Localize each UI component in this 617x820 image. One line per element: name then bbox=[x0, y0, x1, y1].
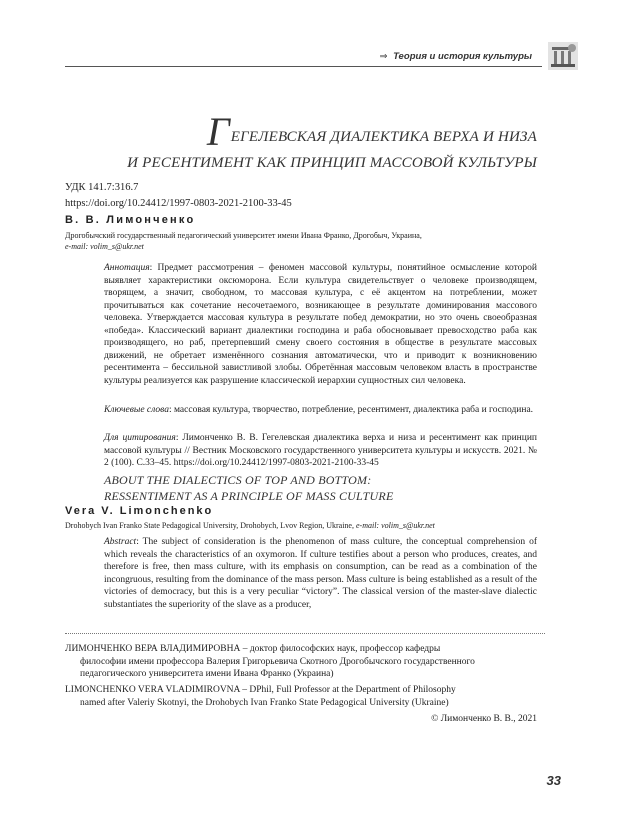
author-bio-ru bbox=[65, 643, 540, 681]
bio-ru-rest: философии имени профессора Валерия Григорьевича Скотного Дрогобычского государственного педагогического университета имени Ивана Франко (Украина) bbox=[80, 656, 475, 679]
author-bio-en bbox=[65, 684, 540, 709]
udk-code: УДК 141.7:316.7 bbox=[65, 182, 139, 193]
author-email-en[interactable]: e-mail: volim_s@ukr.net bbox=[355, 521, 435, 530]
citation-ru bbox=[104, 432, 537, 470]
copyright-notice: © Лимонченко В. В., 2021 bbox=[431, 714, 537, 724]
keywords-ru-label: Ключевые слова bbox=[104, 405, 169, 415]
author-name-ru: В. В. Лимонченко bbox=[65, 214, 196, 226]
title-en-line-1: ABOUT THE DIALECTICS OF TOP AND BOTTOM: bbox=[104, 473, 372, 487]
arrow-icon: ⇒ bbox=[379, 51, 388, 62]
keywords-ru bbox=[104, 404, 537, 417]
running-head bbox=[379, 51, 532, 62]
author-name-en: Vera V. Limonchenko bbox=[65, 505, 214, 517]
keywords-ru-text: : массовая культура, творчество, потребление, ресентимент, диалектика раба и господина. bbox=[168, 405, 534, 415]
abstract-ru-text: : Предмет рассмотрения – феномен массовой культуры, понятийное осмысление которой выявляет характеристики оксюморона. Если культура свидетельствует о человеке производящем, творящем, а значит, свободном, то массовая культура, с её акцентом на потреблении, может прочитываться как сочетание несочетаемого, возникающее в результате доминирования массового человека. Утверждается массовая культура в результате побед демократии, но это очень своеобразная «победа». Классический вариант диалектики господина и раба обосновывает превосходство раба как производящего, но раб, претерпевший смену своего состояния в обществе в результате массовых движений, не обретает изменённого сознания автоматически, что и приводит к возникновению ресентимента – бессильной завистливой злобы. Обретённая массовым человеком власть в пространстве культуры реализуется как разрушение классической иерархии сущностных сил человека. bbox=[104, 263, 537, 386]
abstract-en-label: Abstract bbox=[104, 537, 137, 547]
title-en-line-2: RESSENTIMENT AS A PRINCIPLE OF MASS CULTURE bbox=[104, 489, 394, 503]
article-title bbox=[65, 109, 537, 174]
title-dropcap: Г bbox=[206, 109, 230, 154]
journal-logo-icon bbox=[548, 42, 578, 70]
section-title: Теория и история культуры bbox=[393, 51, 532, 62]
citation-ru-text: : Лимонченко В. В. Гегелевская диалектика верха и низа и ресентимент как принцип массовой культуры // Вестник Московского государственного университета культуры и искусств. 2021. № 2 (100). С.33–45. https://doi.org/10.24412/1997-0803-2021-2100-33-45 bbox=[104, 433, 537, 468]
abstract-ru-label: Аннотация bbox=[104, 263, 150, 273]
abstract-en-text: : The subject of consideration is the phenomenon of mass culture, the conceptual comprehension of which reveals the characteristics of an oxymoron. If culture testifies about a person who produces, creates, and therefore is free, then mass culture, with its emphasis on consumption, can be read as a combination of the incongruous, resulting from the dominance of the mass person. Mass culture is being established as a result of the victories of democracy, but this is a very peculiar “victory”. The classical version of the master-slave dialectic substantiates the superiority of the slave as a producer, bbox=[104, 537, 537, 610]
affiliation-text-ru: Дрогобычский государственный педагогический университет имени Ивана Франко, Дрогобыч, Украина, bbox=[65, 231, 422, 240]
affiliation-text-en: Drohobych Ivan Franko State Pedagogical University, Drohobych, Lvov Region, Ukraine, bbox=[65, 521, 354, 530]
author-affiliation-ru bbox=[65, 230, 545, 252]
page-number: 33 bbox=[546, 773, 561, 788]
author-email-ru[interactable]: e-mail: volim_s@ukr.net bbox=[65, 242, 144, 251]
article-title-en bbox=[104, 472, 393, 504]
bio-en-rest: named after Valeriy Skotnyi, the Drohobych Ivan Franko State Pedagogical University (Ukraine) bbox=[80, 697, 449, 708]
header-rule bbox=[65, 66, 542, 67]
footnote-divider bbox=[65, 633, 545, 634]
author-affiliation-en bbox=[65, 520, 435, 531]
abstract-ru bbox=[104, 262, 537, 387]
citation-ru-label: Для цитирования bbox=[104, 433, 176, 443]
bio-en-first-line: LIMONCHENKO VERA VLADIMIROVNA – DPhil, Full Professor at the Department of Philosophy bbox=[65, 685, 456, 695]
title-line-1: ЕГЕЛЕВСКАЯ ДИАЛЕКТИКА ВЕРХА И НИЗА bbox=[230, 129, 537, 145]
abstract-en bbox=[104, 536, 537, 611]
doi-link[interactable]: https://doi.org/10.24412/1997-0803-2021-2100-33-45 bbox=[65, 198, 292, 209]
bio-ru-first-line: ЛИМОНЧЕНКО ВЕРА ВЛАДИМИРОВНА – доктор философских наук, профессор кафедры bbox=[65, 644, 441, 654]
title-line-2: И РЕСЕНТИМЕНТ КАК ПРИНЦИП МАССОВОЙ КУЛЬТУРЫ bbox=[127, 155, 537, 171]
